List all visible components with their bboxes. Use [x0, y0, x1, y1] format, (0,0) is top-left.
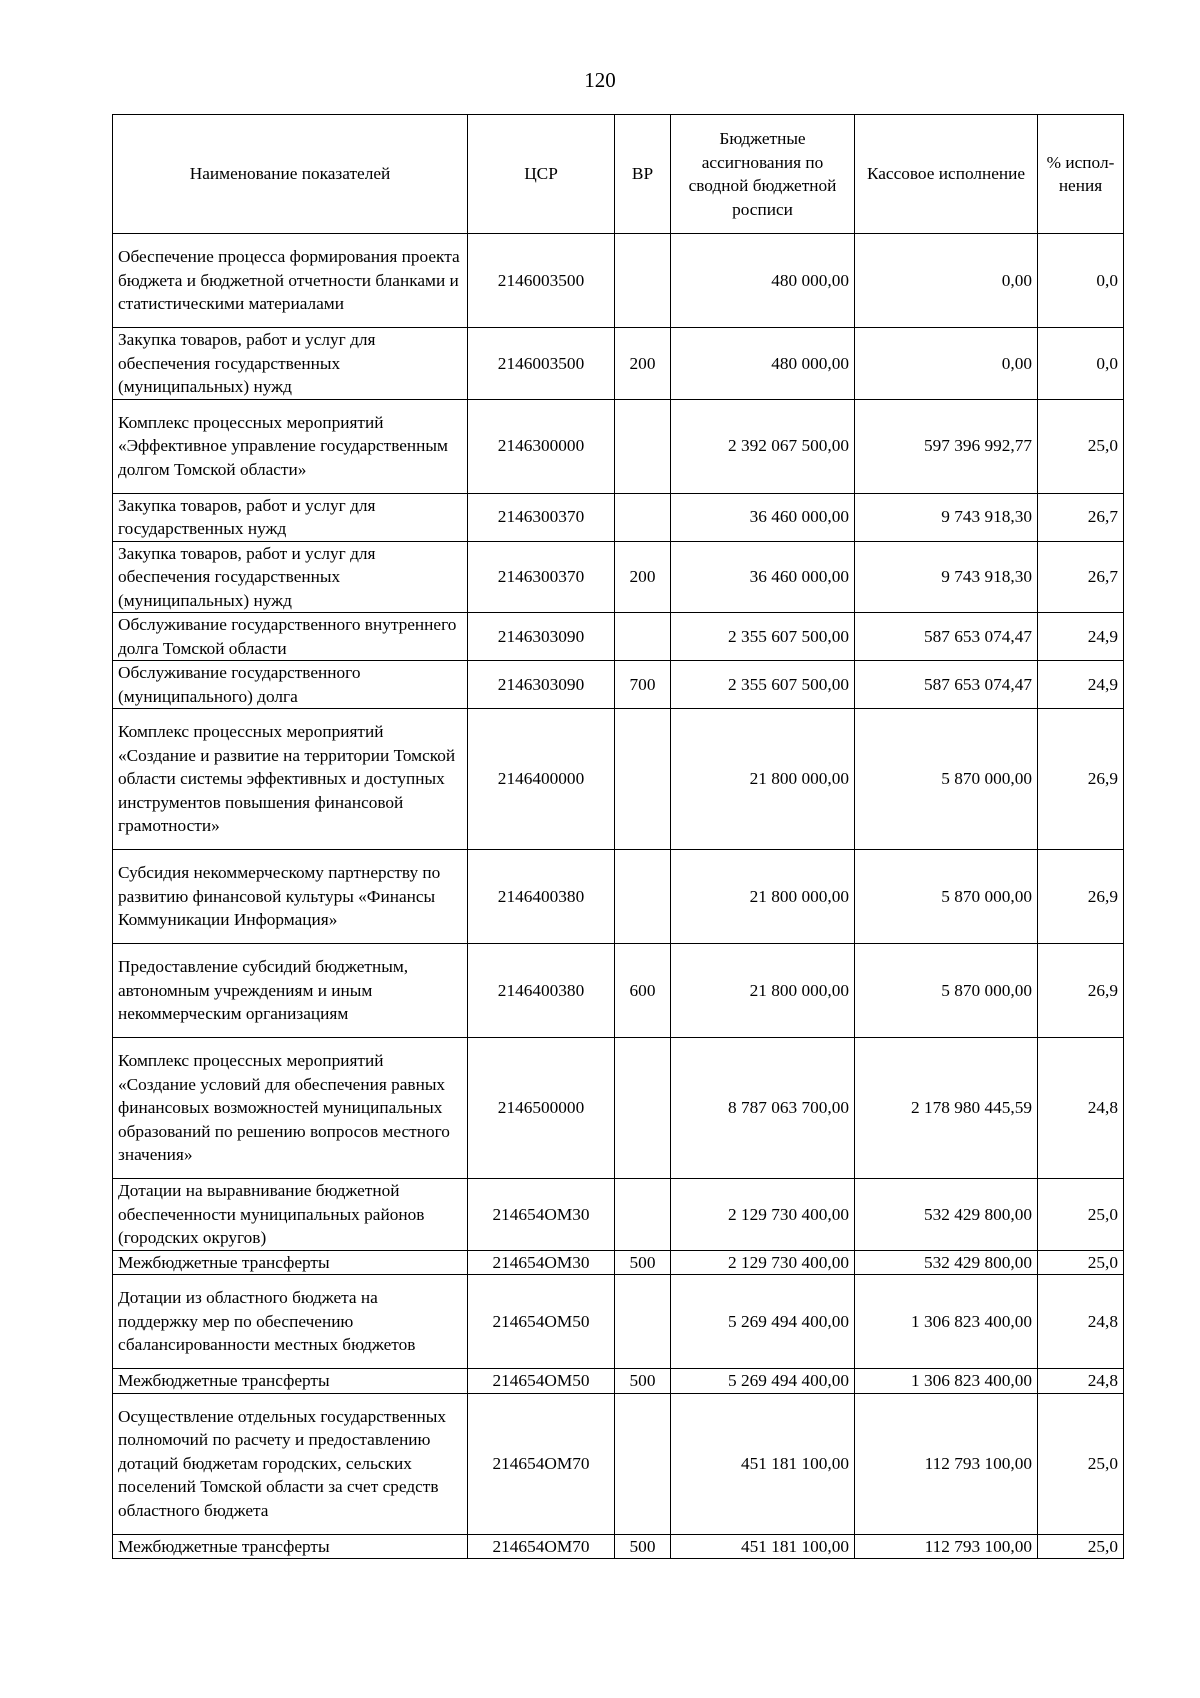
cell-cash: 587 653 074,47 [855, 613, 1038, 661]
cell-name: Комплекс процессных мероприятий «Создание и развитие на территории Томской области системы эффективных и доступных инструментов повышения финансовой грамотности» [113, 709, 468, 850]
cell-cash: 5 870 000,00 [855, 944, 1038, 1038]
cell-budget: 2 392 067 500,00 [671, 399, 855, 493]
cell-budget: 5 269 494 400,00 [671, 1275, 855, 1369]
cell-csr: 214654OM50 [468, 1275, 615, 1369]
cell-budget: 2 355 607 500,00 [671, 613, 855, 661]
cell-csr: 2146003500 [468, 234, 615, 328]
cell-cash: 112 793 100,00 [855, 1393, 1038, 1534]
table-row [113, 1369, 1124, 1394]
cell-vr [615, 1275, 671, 1369]
cell-vr: 500 [615, 1250, 671, 1275]
table-row [113, 493, 1124, 541]
header-cash: Кассовое исполнение [855, 115, 1038, 234]
page-number: 120 [584, 68, 616, 92]
cell-name: Предоставление субсидий бюджетным, автономным учреждениям и иным некоммерческим организациям [113, 944, 468, 1038]
table-row [113, 1250, 1124, 1275]
cell-cash: 5 870 000,00 [855, 709, 1038, 850]
cell-cash: 9 743 918,30 [855, 493, 1038, 541]
cell-name: Обслуживание государственного (муниципального) долга [113, 661, 468, 709]
cell-pct: 26,9 [1038, 944, 1124, 1038]
cell-cash: 0,00 [855, 234, 1038, 328]
budget-execution-table [112, 114, 1124, 1559]
header-name: Наименование показателей [113, 115, 468, 234]
cell-cash: 112 793 100,00 [855, 1534, 1038, 1559]
cell-budget: 8 787 063 700,00 [671, 1038, 855, 1179]
table-row [113, 850, 1124, 944]
cell-pct: 24,8 [1038, 1275, 1124, 1369]
cell-vr [615, 613, 671, 661]
cell-name: Межбюджетные трансферты [113, 1369, 468, 1394]
table-row [113, 613, 1124, 661]
cell-csr: 2146300370 [468, 493, 615, 541]
table-row [113, 1179, 1124, 1251]
cell-budget: 480 000,00 [671, 234, 855, 328]
cell-budget: 36 460 000,00 [671, 493, 855, 541]
cell-name: Закупка товаров, работ и услуг для обеспечения государственных (муниципальных) нужд [113, 328, 468, 400]
cell-pct: 26,9 [1038, 709, 1124, 850]
cell-budget: 2 129 730 400,00 [671, 1179, 855, 1251]
cell-csr: 214654OM50 [468, 1369, 615, 1394]
table-row [113, 709, 1124, 850]
cell-budget: 36 460 000,00 [671, 541, 855, 613]
cell-name: Комплекс процессных мероприятий «Создание условий для обеспечения равных финансовых возможностей муниципальных образований по решению вопросов местного значения» [113, 1038, 468, 1179]
cell-vr [615, 1393, 671, 1534]
cell-vr [615, 709, 671, 850]
cell-pct: 24,8 [1038, 1038, 1124, 1179]
table-row [113, 399, 1124, 493]
cell-vr [615, 493, 671, 541]
table-row [113, 944, 1124, 1038]
cell-budget: 2 129 730 400,00 [671, 1250, 855, 1275]
cell-pct: 24,8 [1038, 1369, 1124, 1394]
table-row [113, 1393, 1124, 1534]
cell-pct: 26,7 [1038, 541, 1124, 613]
cell-name: Субсидия некоммерческому партнерству по развитию финансовой культуры «Финансы Коммуникации Информация» [113, 850, 468, 944]
cell-cash: 9 743 918,30 [855, 541, 1038, 613]
table-body [113, 234, 1124, 1559]
cell-vr: 500 [615, 1534, 671, 1559]
cell-vr [615, 1038, 671, 1179]
table-row [113, 1038, 1124, 1179]
cell-budget: 21 800 000,00 [671, 709, 855, 850]
cell-name: Межбюджетные трансферты [113, 1250, 468, 1275]
cell-vr [615, 399, 671, 493]
cell-vr: 700 [615, 661, 671, 709]
cell-csr: 214654OM30 [468, 1250, 615, 1275]
cell-csr: 214654OM30 [468, 1179, 615, 1251]
cell-name: Дотации из областного бюджета на поддержку мер по обеспечению сбалансированности местных бюджетов [113, 1275, 468, 1369]
cell-pct: 24,9 [1038, 613, 1124, 661]
cell-name: Обеспечение процесса формирования проекта бюджета и бюджетной отчетности бланками и статистическими материалами [113, 234, 468, 328]
cell-cash: 597 396 992,77 [855, 399, 1038, 493]
cell-csr: 2146303090 [468, 661, 615, 709]
table-row [113, 661, 1124, 709]
cell-vr: 600 [615, 944, 671, 1038]
cell-vr [615, 850, 671, 944]
cell-name: Осуществление отдельных государственных полномочий по расчету и предоставлению дотаций бюджетам городских, сельских поселений Томской области за счет средств областного бюджета [113, 1393, 468, 1534]
cell-csr: 2146500000 [468, 1038, 615, 1179]
cell-name: Межбюджетные трансферты [113, 1534, 468, 1559]
table-row [113, 1275, 1124, 1369]
cell-vr: 500 [615, 1369, 671, 1394]
cell-budget: 451 181 100,00 [671, 1534, 855, 1559]
cell-csr: 2146003500 [468, 328, 615, 400]
cell-pct: 25,0 [1038, 1250, 1124, 1275]
header-vr: ВР [615, 115, 671, 234]
cell-pct: 25,0 [1038, 1393, 1124, 1534]
cell-vr: 200 [615, 328, 671, 400]
cell-budget: 2 355 607 500,00 [671, 661, 855, 709]
cell-pct: 26,7 [1038, 493, 1124, 541]
cell-cash: 532 429 800,00 [855, 1250, 1038, 1275]
cell-csr: 2146400380 [468, 944, 615, 1038]
cell-pct: 0,0 [1038, 234, 1124, 328]
cell-name: Обслуживание государственного внутреннего долга Томской области [113, 613, 468, 661]
table-row [113, 1534, 1124, 1559]
cell-csr: 2146300370 [468, 541, 615, 613]
cell-budget: 21 800 000,00 [671, 944, 855, 1038]
header-pct: % испол- нения [1038, 115, 1124, 234]
cell-name: Дотации на выравнивание бюджетной обеспеченности муниципальных районов (городских округов) [113, 1179, 468, 1251]
cell-vr [615, 1179, 671, 1251]
cell-vr: 200 [615, 541, 671, 613]
cell-csr: 214654OM70 [468, 1393, 615, 1534]
cell-pct: 25,0 [1038, 399, 1124, 493]
cell-pct: 24,9 [1038, 661, 1124, 709]
cell-csr: 2146303090 [468, 613, 615, 661]
cell-budget: 451 181 100,00 [671, 1393, 855, 1534]
table-header-row [113, 115, 1124, 234]
cell-csr: 2146400000 [468, 709, 615, 850]
cell-name: Комплекс процессных мероприятий «Эффективное управление государственным долгом Томской области» [113, 399, 468, 493]
cell-name: Закупка товаров, работ и услуг для обеспечения государственных (муниципальных) нужд [113, 541, 468, 613]
cell-csr: 2146400380 [468, 850, 615, 944]
cell-pct: 25,0 [1038, 1534, 1124, 1559]
table-row [113, 234, 1124, 328]
cell-csr: 2146300000 [468, 399, 615, 493]
header-csr: ЦСР [468, 115, 615, 234]
header-budget: Бюджетные ассигнования по сводной бюджетной росписи [671, 115, 855, 234]
cell-cash: 1 306 823 400,00 [855, 1275, 1038, 1369]
cell-vr [615, 234, 671, 328]
cell-pct: 25,0 [1038, 1179, 1124, 1251]
cell-cash: 532 429 800,00 [855, 1179, 1038, 1251]
cell-budget: 21 800 000,00 [671, 850, 855, 944]
cell-csr: 214654OM70 [468, 1534, 615, 1559]
cell-cash: 0,00 [855, 328, 1038, 400]
cell-cash: 2 178 980 445,59 [855, 1038, 1038, 1179]
table-row [113, 541, 1124, 613]
cell-budget: 480 000,00 [671, 328, 855, 400]
cell-budget: 5 269 494 400,00 [671, 1369, 855, 1394]
table-row [113, 328, 1124, 400]
cell-name: Закупка товаров, работ и услуг для государственных нужд [113, 493, 468, 541]
cell-pct: 26,9 [1038, 850, 1124, 944]
cell-cash: 5 870 000,00 [855, 850, 1038, 944]
cell-cash: 1 306 823 400,00 [855, 1369, 1038, 1394]
cell-pct: 0,0 [1038, 328, 1124, 400]
cell-cash: 587 653 074,47 [855, 661, 1038, 709]
